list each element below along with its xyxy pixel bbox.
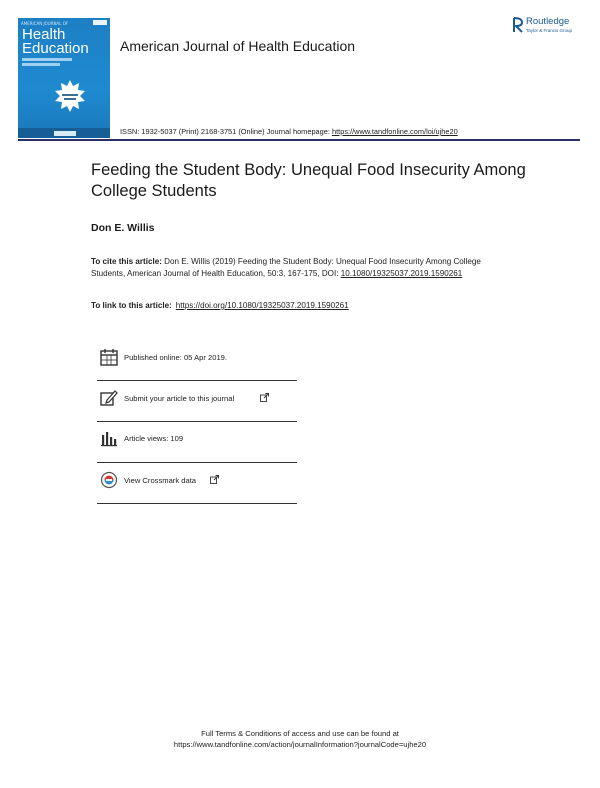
bar-chart-icon — [100, 429, 118, 447]
header-divider — [18, 139, 580, 141]
article-title: Feeding the Student Body: Unequal Food Insecurity Among College Students — [91, 161, 526, 200]
published-online-text: Published online: 05 Apr 2019. — [124, 353, 228, 362]
publisher-name: Routledge — [526, 16, 570, 27]
publisher-subtitle: Taylor & Francis Group — [526, 28, 573, 33]
article-views-row — [97, 429, 297, 449]
cover-top-line: AMERICAN JOURNAL OF — [21, 21, 69, 26]
footer-line-1: Full Terms & Conditions of access and use can be found at — [201, 729, 399, 738]
article-views-text: Article views: 109 — [124, 434, 184, 443]
journal-cover-image — [18, 18, 110, 138]
crossmark-text[interactable]: View Crossmark data — [124, 476, 197, 485]
journal-homepage-link[interactable]: https://www.tandfonline.com/loi/ujhe20 — [332, 127, 458, 136]
citation-text: Don E. Willis (2019) Feeding the Student Body: Unequal Food Insecurity Among College Students, American Journal of Health Education, 50:3, 167-175, DOI: — [91, 257, 481, 278]
crossmark-row[interactable] — [97, 471, 297, 491]
page-footer — [0, 728, 600, 750]
info-divider — [97, 503, 297, 504]
issn-line — [120, 127, 458, 136]
edit-icon — [100, 389, 118, 407]
cover-badge-icon — [54, 80, 86, 112]
citation-block — [91, 256, 511, 280]
issn-text: ISSN: 1932-5037 (Print) 2168-3751 (Online) Journal homepage: — [120, 127, 330, 136]
article-link-url[interactable]: https://doi.org/10.1080/19325037.2019.1590261 — [175, 301, 349, 310]
published-online-row — [97, 348, 297, 368]
doi-link[interactable]: 10.1080/19325037.2019.1590261 — [340, 269, 463, 278]
cover-title: Health Education — [22, 26, 89, 57]
calendar-icon — [100, 348, 118, 366]
info-divider — [97, 421, 297, 422]
routledge-logo-icon — [511, 16, 524, 34]
info-divider — [97, 462, 297, 463]
article-author: Don E. Willis — [91, 222, 155, 234]
crossmark-icon — [100, 471, 118, 489]
publisher-logo — [511, 16, 587, 40]
citation-label: To cite this article: — [91, 257, 162, 266]
external-link-icon — [260, 393, 269, 402]
article-link-block — [91, 300, 511, 312]
submit-article-row[interactable] — [97, 389, 297, 409]
article-link-label: To link to this article: — [91, 301, 172, 310]
external-link-icon — [210, 475, 219, 484]
journal-title: American Journal of Health Education — [120, 38, 356, 54]
submit-article-text[interactable]: Submit your article to this journal — [124, 394, 235, 403]
footer-url[interactable]: https://www.tandfonline.com/action/journalInformation?journalCode=ujhe20 — [173, 740, 427, 749]
info-divider — [97, 380, 297, 381]
